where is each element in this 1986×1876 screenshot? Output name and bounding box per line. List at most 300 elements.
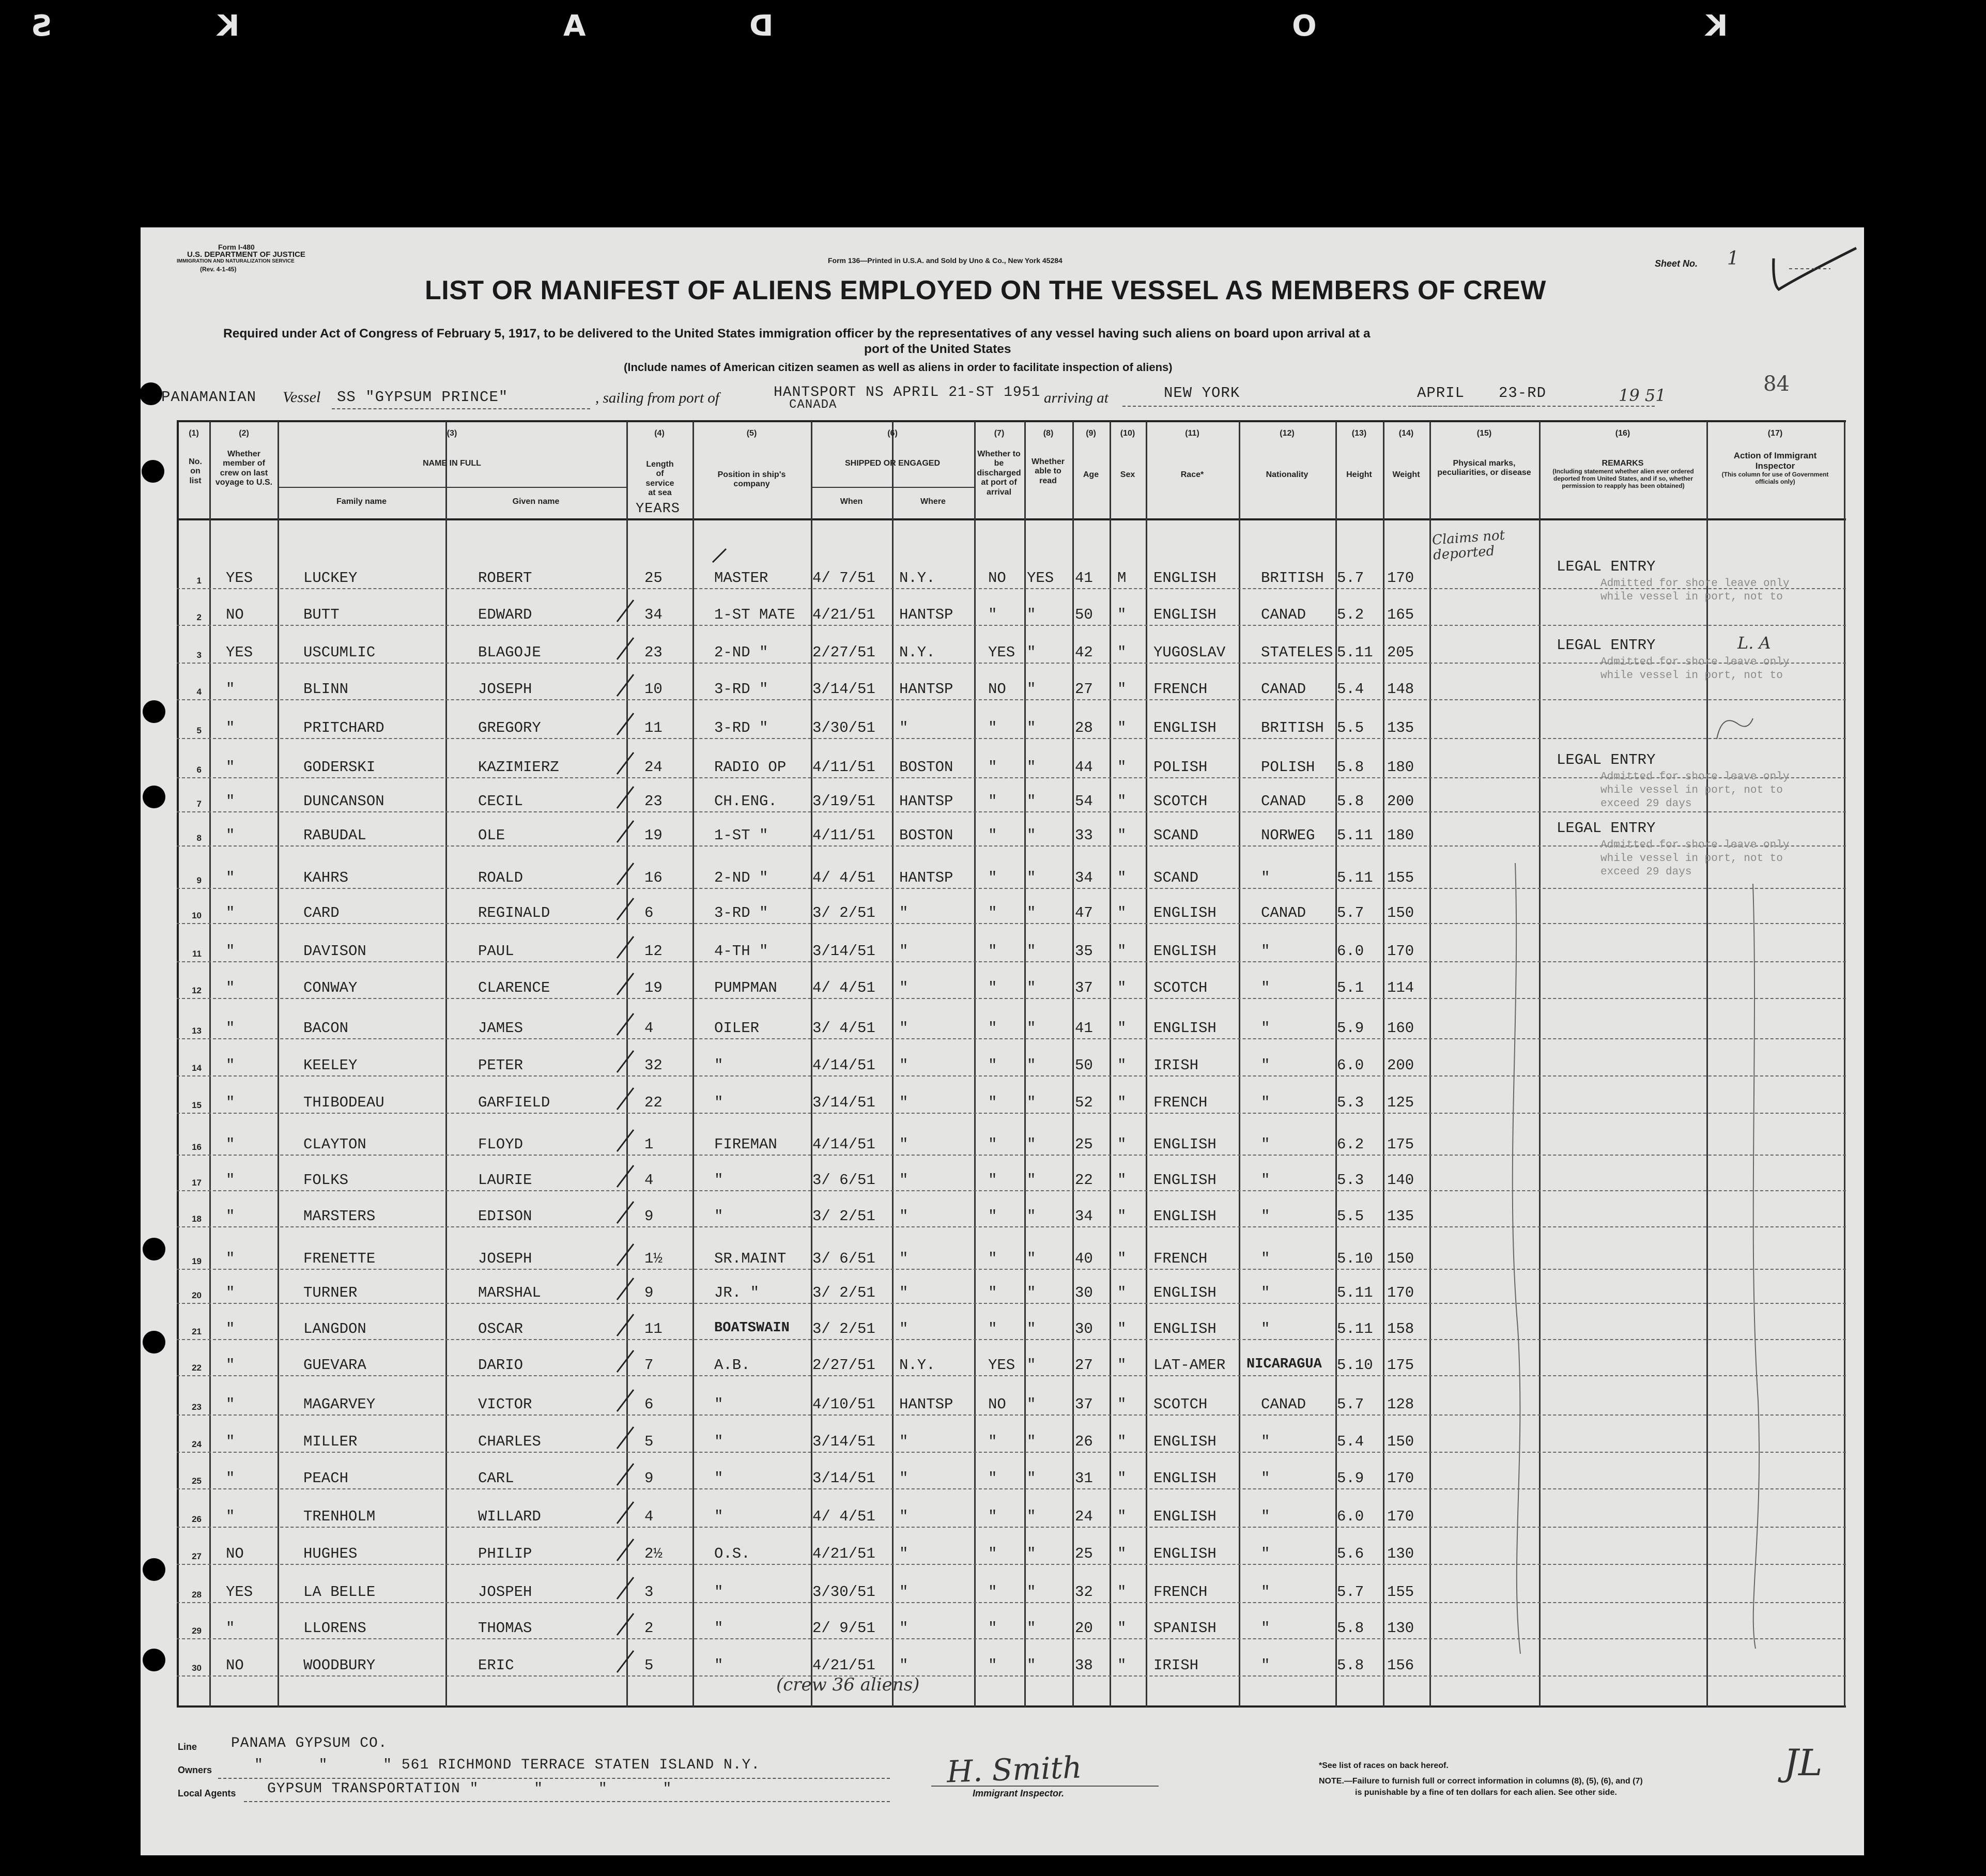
vessel-name: SS "GYPSUM PRINCE" [337,389,509,406]
sheet-number: 1 [1727,248,1739,269]
col17-note: (This column for use of Government officials only) [1721,471,1829,485]
row-number: 15 [192,1100,202,1110]
crew-last-voyage-cell: " [226,1433,235,1450]
shipped-when-cell: 3/14/51 [812,1433,875,1450]
discharged-cell: " [988,904,997,921]
given-name-cell: DARIO [478,1357,524,1374]
weight-cell: 148 [1387,681,1414,698]
shipped-when-cell: 3/30/51 [812,719,875,736]
age-cell: 41 [1075,1020,1093,1037]
race-cell: SCOTCH [1153,793,1208,810]
years-service-cell: 22 [644,1094,663,1111]
inspector-label: Immigrant Inspector. [973,1788,1065,1798]
race-cell: SPANISH [1153,1620,1217,1637]
given-name-cell: BLAGOJE [478,644,541,661]
sex-cell: " [1117,1508,1127,1525]
family-name-cell: LA BELLE [303,1583,376,1601]
shipped-where-cell: " [899,943,909,960]
years-service-cell: 1½ [644,1250,663,1267]
sex-cell: " [1117,1172,1127,1189]
age-cell: 33 [1075,827,1093,844]
position-cell: 3-RD " [714,681,768,698]
years-service-cell: 9 [644,1208,654,1225]
shipped-where-cell: BOSTON [899,759,953,776]
nationality-cell: " [1261,1208,1270,1225]
weight-cell: 128 [1387,1396,1414,1413]
remark-legal-entry: LEGAL ENTRY [1557,820,1656,837]
family-name-cell: KEELEY [303,1057,358,1074]
crew-last-voyage-cell: NO [226,606,244,623]
shipped-when-cell: 3/ 4/51 [812,1020,875,1037]
crew-last-voyage-cell: " [226,1396,235,1413]
age-cell: 34 [1075,1208,1093,1225]
height-cell: 5.9 [1337,1470,1364,1487]
weight-cell: 150 [1387,1433,1414,1450]
shipped-when-cell: 4/21/51 [812,1545,875,1562]
film-letter: K [217,9,240,43]
able-to-read-cell: " [1027,1357,1036,1374]
row-number: 6 [196,765,202,775]
given-name-cell: EDISON [478,1208,532,1225]
subtitle-line3: (Include names of American citizen seamen as well as aliens in order to facilitate inspection of aliens) [624,361,1173,374]
given-name-cell: ERIC [478,1657,514,1674]
service: IMMIGRATION AND NATURALIZATION SERVICE [177,258,295,264]
row-number: 13 [192,1026,202,1036]
shipped-when-cell: 4/11/51 [812,827,875,844]
action-squiggle [1706,708,1758,749]
shipped-where-cell: HANTSP [899,793,953,810]
agents-value: GYPSUM TRANSPORTATION " " " " [267,1781,672,1797]
nationality-cell: CANAD [1261,606,1306,623]
col17-label: Action of Immigrant Inspector [1733,451,1817,471]
inspector-tick [615,897,636,921]
shipped-when-cell: 4/14/51 [812,1136,875,1153]
discharged-cell: " [988,1433,997,1450]
row-rule [177,1602,1846,1603]
film-letter: A [563,9,586,43]
weight-cell: 155 [1387,869,1414,886]
position-cell: " [714,1470,723,1487]
col9-num: (9) [1086,429,1096,438]
able-to-read-cell: " [1027,1508,1036,1525]
col3-num: (3) [447,429,457,438]
weight-cell: 175 [1387,1136,1414,1153]
crew-last-voyage-cell: " [226,827,235,844]
row-number: 5 [196,726,202,735]
able-to-read-cell: " [1027,979,1036,996]
race-cell: ENGLISH [1153,1136,1217,1153]
height-cell: 6.0 [1337,1057,1364,1074]
position-cell: MASTER [714,570,768,587]
inspector-tick [615,1050,636,1073]
shipped-when-cell: 2/27/51 [812,644,875,661]
able-to-read-cell: " [1027,1057,1036,1074]
able-to-read-cell: " [1027,1657,1036,1674]
height-cell: 5.7 [1337,1396,1364,1413]
shore-leave-stamp-line: while vessel in port, not to [1600,785,1783,796]
discharged-cell: " [988,1057,997,1074]
position-cell: SR.MAINT [714,1250,787,1267]
position-cell: BOATSWAIN [714,1320,790,1336]
nationality-cell: " [1261,1094,1270,1111]
sex-cell: " [1117,827,1127,844]
inspector-tick [615,786,636,809]
row-number: 1 [196,576,202,586]
shore-leave-stamp-line: while vessel in port, not to [1600,591,1783,603]
manifest-sheet [141,227,1864,1855]
height-cell: 6.0 [1337,943,1364,960]
row-number: 7 [196,799,202,809]
height-cell: 5.11 [1337,644,1373,661]
race-cell: ENGLISH [1153,1433,1217,1450]
col6-label: SHIPPED OR ENGAGED [844,459,941,468]
race-cell: FRENCH [1153,1250,1208,1267]
inspector-tick [615,1501,636,1525]
sex-cell: " [1117,943,1127,960]
sex-cell: " [1117,1208,1127,1225]
shipped-when-cell: 4/ 4/51 [812,979,875,996]
col16-label: REMARKS [1602,459,1644,468]
given-name-cell: LAURIE [478,1172,532,1189]
inspector-tick [615,1012,636,1036]
row-rule [177,1038,1846,1039]
years-service-cell: 5 [644,1657,654,1674]
height-cell: 5.5 [1337,1208,1364,1225]
discharged-cell: " [988,979,997,996]
years-service-cell: 9 [644,1284,654,1301]
position-cell: " [714,1396,723,1413]
weight-cell: 180 [1387,759,1414,776]
position-cell: " [714,1583,723,1601]
given-name-cell: PETER [478,1057,524,1074]
row-rule [177,888,1846,889]
col6-where-label: Where [920,497,946,506]
shipped-where-cell: " [899,1250,909,1267]
weight-cell: 158 [1387,1320,1414,1337]
row-rule [177,1303,1846,1304]
row-rule [177,1452,1846,1453]
col10-num: (10) [1120,429,1135,438]
able-to-read-cell: " [1027,1020,1036,1037]
shipped-where-cell: N.Y. [899,644,935,661]
able-to-read-cell: " [1027,943,1036,960]
agents-label: Local Agents [178,1788,236,1798]
row-rule [177,663,1846,664]
shipped-when-cell: 3/30/51 [812,1583,875,1601]
row-number: 25 [192,1476,202,1486]
years-service-cell: 12 [644,943,663,960]
line-value: PANAMA GYPSUM CO. [231,1735,388,1751]
nationality-cell: " [1261,1136,1270,1153]
row-number: 17 [192,1178,202,1188]
position-cell: O.S. [714,1545,750,1562]
sex-cell: " [1117,1545,1127,1562]
family-name-cell: CONWAY [303,979,358,996]
form-title: LIST OR MANIFEST OF ALIENS EMPLOYED ON THE VESSEL AS MEMBERS OF CREW [425,275,1546,305]
given-name-cell: CECIL [478,793,524,810]
given-name-cell: OSCAR [478,1320,524,1337]
row-rule [177,1527,1846,1528]
years-service-cell: 1 [644,1136,654,1153]
crew-last-voyage-cell: YES [226,1583,253,1601]
corner-initials: JL [1784,1742,1823,1784]
printer-line: Form 136—Printed in U.S.A. and Sold by Uno & Co., New York 45284 [828,256,1063,265]
age-cell: 34 [1075,869,1093,886]
able-to-read-cell: " [1027,827,1036,844]
able-to-read-cell: YES [1027,570,1054,587]
years-service-cell: 4 [644,1172,654,1189]
able-to-read-cell: " [1027,1583,1036,1601]
row-rule [177,1414,1846,1416]
inspector-tick [615,1349,636,1373]
discharged-cell: " [988,1284,997,1301]
given-name-cell: EDWARD [478,606,532,623]
shipped-when-cell: 3/ 6/51 [812,1172,875,1189]
shipped-when-cell: 3/14/51 [812,943,875,960]
nationality-cell: STATELES [1261,644,1333,661]
shipped-where-cell: HANTSP [899,869,953,886]
row-rule [177,1675,1846,1677]
crew-table-body [141,227,1864,1716]
nationality-cell: BRITISH [1261,570,1324,587]
height-cell: 5.7 [1337,1583,1364,1601]
given-name-cell: FLOYD [478,1136,524,1153]
able-to-read-cell: " [1027,1136,1036,1153]
row-rule [177,811,1846,812]
sex-cell: " [1117,1433,1127,1450]
crew-last-voyage-cell: " [226,759,235,776]
row-rule [177,923,1846,924]
family-name-cell: LANGDON [303,1320,366,1337]
arrival-month: APRIL [1417,385,1465,402]
penalty-note-1: NOTE.—Failure to furnish full or correct information in columns (8), (5), (6), and (7) [1319,1777,1643,1786]
family-name-cell: LLORENS [303,1620,366,1637]
able-to-read-cell: " [1027,1172,1036,1189]
row-rule [177,961,1846,962]
discharged-cell: " [988,719,997,736]
age-cell: 50 [1075,1057,1093,1074]
years-service-cell: 34 [644,606,663,623]
years-service-cell: 4 [644,1508,654,1525]
col6-when-label: When [840,497,863,506]
inspector-line [931,1786,1159,1787]
shipped-where-cell: " [899,1433,909,1450]
race-cell: POLISH [1153,759,1208,776]
age-cell: 25 [1075,1136,1093,1153]
years-service-cell: 6 [644,904,654,921]
discharged-cell: " [988,1020,997,1037]
height-cell: 5.4 [1337,681,1364,698]
shipped-when-cell: 4/ 4/51 [812,869,875,886]
given-name-cell: CHARLES [478,1433,541,1450]
nationality-cell: " [1261,1620,1270,1637]
action-la-note: L. A [1737,633,1771,653]
weight-cell: 135 [1387,1208,1414,1225]
inspector-tick [615,1576,636,1600]
family-name-cell: BUTT [303,606,340,623]
shipped-where-cell: " [899,979,909,996]
owners-underline [218,1778,890,1779]
row-rule [177,998,1846,999]
given-name-cell: WILLARD [478,1508,541,1525]
sheet-label: Sheet No. [1655,258,1698,269]
height-cell: 5.10 [1337,1250,1373,1267]
shipped-where-cell: HANTSP [899,606,953,623]
race-cell: IRISH [1153,1657,1199,1674]
position-cell: " [714,1094,723,1111]
discharged-cell: " [988,943,997,960]
shipped-when-cell: 3/ 2/51 [812,1284,875,1301]
film-letter: K [1705,9,1728,43]
row-number: 9 [196,875,202,885]
discharged-cell: " [988,869,997,886]
height-cell: 5.5 [1337,719,1364,736]
shore-leave-stamp-line: exceed 29 days [1600,798,1692,810]
sailing-country: CANADA [789,398,837,412]
inspector-tick [615,862,636,886]
race-cell: SCOTCH [1153,979,1208,996]
height-cell: 5.11 [1337,1320,1373,1337]
given-name-cell: GREGORY [478,719,541,736]
weight-cell: 156 [1387,1657,1414,1674]
row-number: 18 [192,1214,202,1224]
shore-leave-stamp-line: Admitted for shore leave only [1600,578,1790,590]
weight-cell: 170 [1387,1470,1414,1487]
inspector-tick [615,599,636,623]
race-cell: ENGLISH [1153,1020,1217,1037]
inspector-tick [615,935,636,959]
col7-num: (7) [994,429,1005,438]
discharged-cell: " [988,1545,997,1562]
height-cell: 5.9 [1337,1020,1364,1037]
given-name-cell: JOSPEH [478,1583,532,1601]
col2-num: (2) [239,429,249,438]
weight-cell: 200 [1387,1057,1414,1074]
sex-cell: " [1117,1357,1127,1374]
col13-num: (13) [1351,429,1367,438]
inspector-tick [615,1426,636,1450]
family-name-cell: FRENETTE [303,1250,376,1267]
able-to-read-cell: " [1027,719,1036,736]
row-number: 29 [192,1626,202,1636]
col3-given-label: Given name [512,497,560,506]
shipped-where-cell: " [899,1136,909,1153]
able-to-read-cell: " [1027,1620,1036,1637]
nationality-cell: POLISH [1261,759,1315,776]
family-name-cell: MAGARVEY [303,1396,376,1413]
position-cell: " [714,1433,723,1450]
years-service-cell: 9 [644,1470,654,1487]
sex-cell: " [1117,759,1127,776]
years-service-cell: 4 [644,1020,654,1037]
family-name-cell: DUNCANSON [303,793,384,810]
discharged-cell: NO [988,1396,1006,1413]
able-to-read-cell: " [1027,793,1036,810]
years-service-cell: 3 [644,1583,654,1601]
remark-legal-entry: LEGAL ENTRY [1557,751,1656,768]
col12-num: (12) [1280,429,1295,438]
col17-num: (17) [1767,429,1783,438]
col16-note: (Including statement whether alien ever ordered deported from United States, and if so, whether permission to reapply has been obtained) [1552,468,1694,489]
row-number: 19 [192,1256,202,1266]
family-name-cell: WOODBURY [303,1657,376,1674]
race-cell: ENGLISH [1153,570,1217,587]
crew-last-voyage-cell: " [226,1284,235,1301]
row-number: 21 [192,1327,202,1336]
years-service-cell: 19 [644,827,663,844]
able-to-read-cell: " [1027,1396,1036,1413]
race-cell: SCOTCH [1153,1396,1208,1413]
sex-cell: M [1117,570,1127,587]
age-cell: 31 [1075,1470,1093,1487]
remark-legal-entry: LEGAL ENTRY [1557,637,1656,654]
row-rule [177,845,1846,847]
family-name-cell: CARD [303,904,340,921]
weight-cell: 200 [1387,793,1414,810]
sailing-port: HANTSPORT NS APRIL 21-ST 1951 [774,385,1041,401]
sex-cell: " [1117,869,1127,886]
film-letter: S [31,9,52,43]
shipped-where-cell: " [899,1583,909,1601]
shipped-where-cell: " [899,1508,909,1525]
age-cell: 50 [1075,606,1093,623]
discharged-cell: " [988,1620,997,1637]
shipped-when-cell: 4/ 4/51 [812,1508,875,1525]
shipped-where-cell: " [899,1094,909,1111]
row-rule [177,1190,1846,1191]
nationality-cell: " [1261,943,1270,960]
shipped-where-cell: " [899,1284,909,1301]
weight-cell: 130 [1387,1545,1414,1562]
sex-cell: " [1117,606,1127,623]
shipped-where-cell: BOSTON [899,827,953,844]
family-name-cell: PRITCHARD [303,719,384,736]
given-name-cell: GARFIELD [478,1094,550,1111]
inspector-tick [615,1243,636,1267]
sex-cell: " [1117,1320,1127,1337]
sex-cell: " [1117,1020,1127,1037]
row-number: 10 [192,911,202,920]
shipped-where-cell: HANTSP [899,1396,953,1413]
age-cell: 30 [1075,1320,1093,1337]
given-name-cell: CARL [478,1470,514,1487]
row-number: 26 [192,1514,202,1524]
age-cell: 24 [1075,1508,1093,1525]
age-cell: 27 [1075,681,1093,698]
shipped-when-cell: 3/14/51 [812,1470,875,1487]
weight-cell: 130 [1387,1620,1414,1637]
able-to-read-cell: " [1027,1545,1036,1562]
race-cell: FRENCH [1153,1094,1208,1111]
weight-cell: 114 [1387,979,1414,996]
col11-label: Race* [1180,470,1204,479]
nationality-cell: " [1261,1657,1270,1674]
row-number: 4 [196,687,202,697]
discharged-cell: " [988,1094,997,1111]
shipped-when-cell: 2/27/51 [812,1357,875,1374]
row-number: 3 [196,650,202,660]
shore-leave-stamp-line: while vessel in port, not to [1600,853,1783,865]
position-cell: 2-ND " [714,644,768,661]
sex-cell: " [1117,644,1127,661]
age-cell: 41 [1075,570,1093,587]
nationality-cell: " [1261,1320,1270,1337]
crew-last-voyage-cell: " [226,904,235,921]
given-name-cell: JOSEPH [478,681,532,698]
revision: (Rev. 4-1-45) [200,266,237,273]
action-pencil-line [1732,884,1774,1649]
shipped-where-cell: N.Y. [899,570,935,587]
